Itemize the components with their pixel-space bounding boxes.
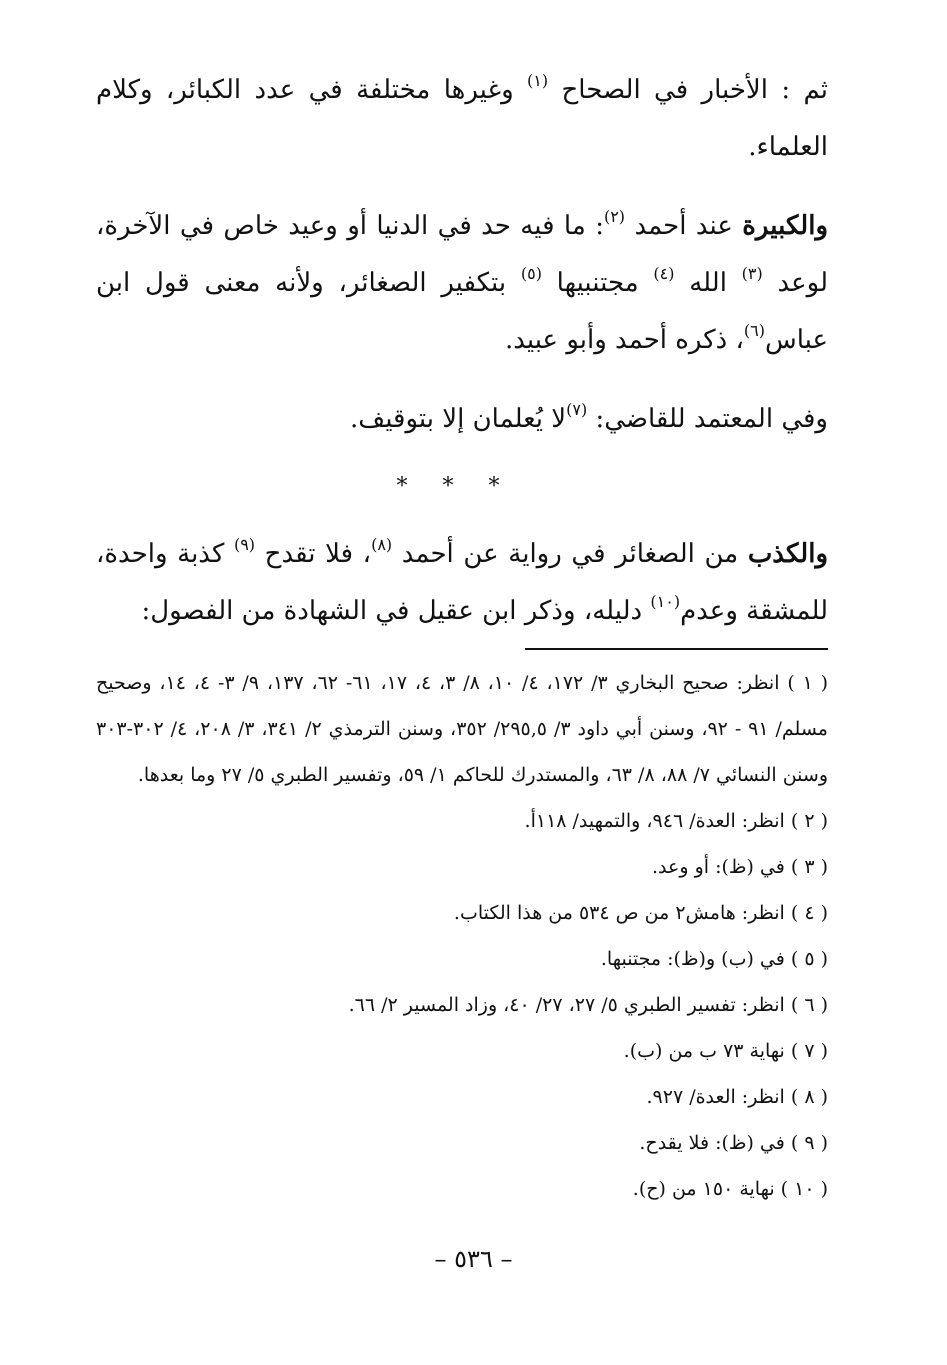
main-text (96, 62, 828, 640)
text-run: دليله، وذكر ابن عقيل في الشهادة من الفصول: (141, 596, 651, 626)
text-run: ، ذكره أحمد وأبو عبيد. (504, 325, 744, 355)
paragraph-2 (96, 198, 828, 369)
footnote-ref-7[interactable]: (٧) (566, 400, 588, 419)
footnote-2: ( ٢ ) انظر: العدة/ ٩٤٦، والتمهيد/ ١١٨أ. (524, 810, 828, 832)
text-run: وفي المعتمد للقاضي: (587, 404, 828, 434)
text-run: ثم : الأخبار في الصحاح (548, 75, 828, 105)
footnotes (96, 660, 828, 1212)
text-run: وغيرها مختلفة في عدد الكبائر، وكلام العلماء. (96, 75, 828, 162)
text-run: : ما فيه حد في الدنيا أو وعيد خاص في الآخرة، لوعد (96, 211, 828, 298)
footnote-ref-3[interactable]: (٣) (741, 264, 763, 283)
footnote-3: ( ٣ ) في (ظ): أو وعد. (652, 856, 828, 878)
paragraph-1 (96, 62, 828, 176)
footnote-ref-2[interactable]: (٢) (603, 207, 626, 226)
footnote-8: ( ٨ ) انظر: العدة/ ٩٢٧. (646, 1086, 828, 1108)
footnote-ref-10[interactable]: (١٠) (650, 592, 681, 611)
footnote-6: ( ٦ ) انظر: تفسير الطبري ٥/ ٢٧، ٢٧/ ٤٠، وزاد المسير ٢/ ٦٦. (348, 994, 828, 1016)
footnote-9: ( ٩ ) في (ظ): فلا يقدح. (639, 1132, 828, 1154)
footnote-ref-4[interactable]: (٤) (653, 264, 675, 283)
footnote-10: ( ١٠ ) نهاية ١٥٠ من (ح). (632, 1178, 828, 1200)
page (96, 62, 828, 1212)
paragraph-gap (96, 176, 828, 198)
paragraph-gap (96, 369, 828, 391)
text-run: كذبة واحدة، للمشقة وعدم (96, 539, 828, 626)
page-number: – ٥٣٦ – (434, 1245, 513, 1273)
footnote-divider (525, 648, 828, 650)
bold-lead-word: والكذب (747, 539, 829, 569)
text-run: لا يُعلمان إلا بتوقيف. (350, 404, 567, 434)
text-run: ، فلا تقدح (255, 539, 372, 569)
text-run: بتكفير الصغائر، ولأنه معنى قول ابن عباس (96, 268, 828, 355)
footnote-ref-6[interactable]: (٦) (743, 321, 765, 340)
section-separator: * * * (396, 474, 514, 499)
footnote-ref-1[interactable]: (١) (527, 71, 549, 90)
footnote-ref-5[interactable]: (٥) (520, 264, 542, 283)
text-run: من الصغائر في رواية عن أحمد (392, 539, 748, 569)
text-run: عند أحمد (625, 211, 743, 241)
text-run: مجتنبيها (541, 268, 654, 298)
footnote-7: ( ٧ ) نهاية ٧٣ ب من (ب). (623, 1040, 828, 1062)
bold-lead-word: والكبيرة (742, 211, 828, 241)
footnote-1: ( ١ ) انظر: صحيح البخاري ٣/ ١٧٢، ٤/ ١٠، ٨/ ٣، ٤، ١٧، ٦١- ٦٢، ١٣٧، ٩/ ٣- ٤، ١٤، وصحيح مسلم/ ٩١ - ٩٢، وسنن أبي داود ٣/ ٢٩٥,٥/ ٣٥٢، وسنن الترمذي ٢/ ٣٤١، ٣/ ٢٠٨، ٤/ ٣٠٢-٣٠٣ وسنن النسائي ٧/ ٨٨، ٨/ ٦٣، والمستدرك للحاكم ١/ ٥٩، وتفسير الطبري ٥/ ٢٧ وما بعدها. (96, 672, 829, 786)
footnote-ref-8[interactable]: (٨) (371, 535, 393, 554)
footnote-ref-9[interactable]: (٩) (233, 535, 256, 554)
paragraph-4 (96, 526, 828, 640)
paragraph-3 (96, 391, 828, 448)
footnote-4: ( ٤ ) انظر: هامش٢ من ص ٥٣٤ من هذا الكتاب. (453, 902, 828, 924)
text-run: الله (674, 268, 742, 298)
footnote-5: ( ٥ ) في (ب) و(ظ): مجتنبها. (600, 948, 828, 970)
